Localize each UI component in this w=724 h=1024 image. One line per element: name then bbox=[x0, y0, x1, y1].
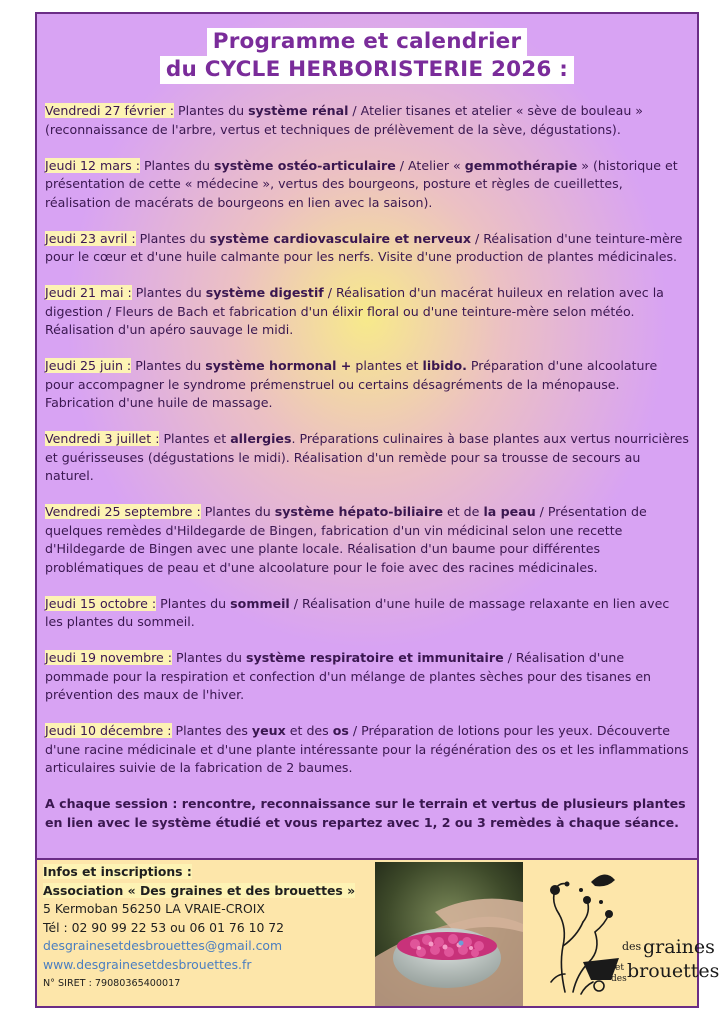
session-date: Vendredi 27 février : bbox=[45, 103, 175, 118]
program-panel bbox=[35, 12, 699, 860]
contact-info bbox=[43, 863, 355, 993]
session-date: Vendredi 25 septembre : bbox=[45, 504, 201, 519]
session-text: Plantes des bbox=[171, 723, 252, 738]
session-summary-note: A chaque session : rencontre, reconnaissance sur le terrain et vertus de plusieurs plantes en lien avec le système étudié et vous repartez avec 1, 2 ou 3 remèdes à chaque séance. bbox=[45, 796, 686, 830]
session-item bbox=[45, 649, 689, 705]
session-topic: système digestif bbox=[205, 285, 324, 300]
info-panel bbox=[35, 860, 720, 1008]
session-text: / Atelier tisanes et atelier « sève de bouleau » (reconnaissance de l'arbre, vertus et techniques de prélèvement de la sève, dégustations). bbox=[45, 103, 644, 137]
session-date: Jeudi 23 avril : bbox=[45, 230, 136, 246]
session-topic: système rénal bbox=[248, 103, 349, 118]
title-line-2: du CYCLE HERBORISTERIE 2026 : bbox=[160, 56, 574, 84]
session-text: / Réalisation d'un macérat huileux en relation avec la digestion / Fleurs de Bach et fabrication d'un élixir floral ou d'une teinture-mère selon météo. Réalisation d'un apéro sauvage le midi. bbox=[45, 285, 664, 337]
session-date: Jeudi 15 octobre : bbox=[45, 595, 157, 611]
session-item bbox=[45, 284, 689, 340]
session-item bbox=[45, 503, 689, 577]
session-text: / Réalisation d'une huile de massage relaxante en lien avec les plantes du sommeil. bbox=[45, 595, 670, 629]
logo-des-2: des bbox=[611, 974, 627, 984]
session-item bbox=[45, 157, 689, 213]
page-title bbox=[37, 28, 697, 84]
session-text: Plantes du bbox=[156, 595, 231, 611]
website-link[interactable]: www.desgrainesetdesbrouettes.fr bbox=[43, 956, 252, 972]
session-item bbox=[45, 595, 689, 632]
session-topic: allergies bbox=[230, 431, 292, 446]
session-topic: os bbox=[332, 723, 349, 738]
logo-et: et bbox=[615, 963, 624, 973]
session-date: Jeudi 19 novembre : bbox=[45, 650, 173, 665]
siret: N° SIRET : 79080365400017 bbox=[43, 977, 181, 989]
email-link[interactable]: desgrainesetdesbrouettes@gmail.com bbox=[43, 938, 283, 954]
session-item bbox=[45, 722, 689, 778]
session-topic: système hépato-biliaire bbox=[274, 504, 443, 519]
session-item bbox=[45, 430, 689, 486]
session-topic: yeux bbox=[251, 723, 286, 738]
info-heading: Infos et inscriptions : bbox=[43, 864, 192, 879]
session-topic: système ostéo-articulaire bbox=[213, 157, 396, 173]
logo-graines: graines bbox=[643, 936, 715, 958]
session-text: / Réalisation d'une teinture-mère pour le cœur et d'une huile calmante pour les nerfs. Visite d'une production de plantes médicinales. bbox=[45, 230, 683, 264]
session-text: et de bbox=[442, 504, 484, 519]
session-text: Plantes du bbox=[135, 230, 210, 246]
address: 5 Kermoban 56250 LA VRAIE-CROIX bbox=[43, 901, 265, 917]
association-logo bbox=[521, 862, 697, 1006]
session-date: Jeudi 25 juin : bbox=[45, 358, 132, 373]
session-text: Plantes du bbox=[172, 650, 247, 665]
session-text: Plantes du bbox=[131, 285, 206, 300]
session-date: Vendredi 3 juillet : bbox=[45, 431, 160, 446]
session-text: Plantes du bbox=[131, 358, 206, 373]
session-topic: libido. bbox=[422, 358, 467, 373]
session-text: Plantes du bbox=[200, 504, 275, 519]
logo-brouettes: brouettes bbox=[627, 960, 720, 982]
logo-des-1: des bbox=[622, 940, 642, 953]
session-text: / Atelier « bbox=[395, 157, 465, 173]
session-date: Jeudi 21 mai : bbox=[45, 285, 132, 300]
session-date: Jeudi 10 décembre : bbox=[45, 723, 172, 738]
session-item bbox=[45, 102, 689, 139]
session-topic: sommeil bbox=[230, 595, 290, 611]
session-date: Jeudi 12 mars : bbox=[45, 157, 140, 173]
session-item bbox=[45, 357, 689, 413]
session-topic: la peau bbox=[483, 504, 536, 519]
session-list bbox=[45, 102, 689, 832]
session-topic: système hormonal + bbox=[205, 358, 352, 373]
session-text: / Préparation de lotions pour les yeux. Découverte d'une racine médicinale et d'une plante intéressante pour la régénération des os et les inflammations articulaires suivie de la fabrication de 2 baumes. bbox=[45, 723, 689, 775]
phone: Tél : 02 90 99 22 53 ou 06 01 76 10 72 bbox=[43, 919, 285, 935]
session-text: Plantes du bbox=[139, 157, 214, 173]
session-text: et des bbox=[285, 723, 333, 738]
session-item bbox=[45, 230, 689, 267]
session-text: / Réalisation d'une pommade pour la respiration et confection d'un mélange de plantes sèches pour des tisanes en prévention des maux de l'hiver. bbox=[45, 650, 652, 702]
session-text: . Préparations culinaires à base plantes aux vertus nourricières et guérisseuses (dégustations le midi). Réalisation d'un remède pour sa trousse de secours au naturel. bbox=[45, 431, 689, 483]
association-name: Association « Des graines et des brouettes » bbox=[43, 882, 356, 898]
flower-bowl-photo bbox=[375, 862, 523, 1006]
session-text: plantes et bbox=[351, 358, 423, 373]
session-text: Plantes du bbox=[174, 103, 249, 118]
session-topic: système cardiovasculaire et nerveux bbox=[209, 230, 471, 246]
session-text: » (historique et présentation de cette « médecine », vertus des bourgeons, posture et règles de cueillettes, réalisation de macérats de bourgeons en lien avec la saison). bbox=[45, 157, 678, 210]
session-text: Plantes et bbox=[159, 431, 231, 446]
title-line-1: Programme et calendrier bbox=[207, 28, 528, 56]
session-topic: gemmothérapie bbox=[464, 157, 578, 173]
session-text: Préparation d'une alcoolature pour accompagner le syndrome prémenstruel ou certains désagréments de la ménopause. Fabrication d'une huile de massage. bbox=[45, 358, 658, 410]
session-topic: système respiratoire et immunitaire bbox=[246, 650, 504, 665]
session-text: / Présentation de quelques remèdes d'Hildegarde de Bingen, fabrication d'un vin médicinal selon une recette d'Hildegarde de Bingen avec une plante locale. Réalisation d'un baume pour différentes problématiques de peau et d'une alcoolature pour le foie avec des racines médicinales. bbox=[45, 504, 647, 575]
